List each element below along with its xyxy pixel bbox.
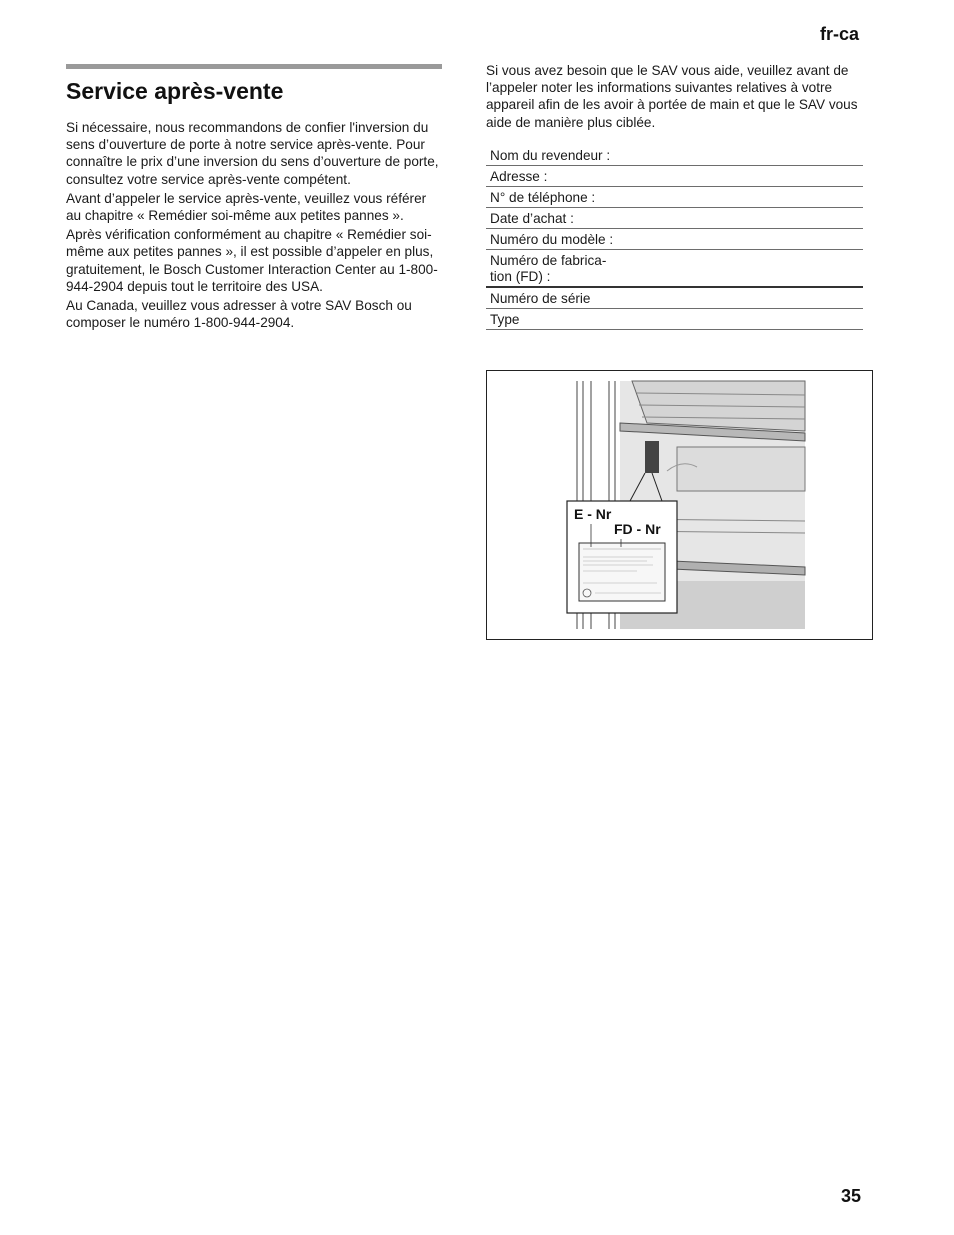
field-serial-number: Numéro de série: [486, 287, 863, 309]
fridge-interior-drawing: [487, 371, 872, 639]
title-rule: [66, 64, 442, 69]
fd-nr-label: FD - Nr: [614, 521, 661, 537]
type-plate-drawing: [579, 543, 665, 601]
language-tag: fr-ca: [820, 24, 860, 44]
paragraph-usa-contact: Après vérification conformément au chapitre « Remédier soi-même aux petites pannes », il est possible d’appeler en plus, gratuitement, le Bosch Customer Interaction Center au 1-800-944-2904 depuis tout le territoire des USA.: [66, 227, 438, 294]
field-purchase-date: Date d’achat :: [486, 207, 863, 228]
section-title: Service après-vente: [66, 78, 284, 104]
field-dealer-name: Nom du revendeur :: [486, 145, 863, 166]
field-phone: N° de téléphone :: [486, 186, 863, 207]
field-model-number: Numéro du modèle :: [486, 228, 863, 249]
form-row: [486, 186, 863, 207]
form-row: [486, 145, 863, 166]
form-row: [486, 207, 863, 228]
rating-plate-marker: [645, 441, 659, 473]
form-row: [486, 287, 863, 309]
intro-paragraph: Si vous avez besoin que le SAV vous aide, veuillez avant de l’appeler noter les informations suivantes relatives à votre appareil afin de les avoir à portée de main et que le SAV vous aide de manière plus ciblée.: [486, 63, 858, 130]
field-type: Type: [486, 308, 863, 329]
form-row: [486, 249, 863, 287]
paragraph-before-calling: Avant d’appeler le service après-vente, veuillez vous référer au chapitre « Remédier soi-même aux petites pannes ».: [66, 190, 427, 224]
appliance-info-form: [486, 145, 863, 330]
form-row: [486, 165, 863, 186]
service-info-section: [486, 62, 863, 330]
paragraph-door-reversal: Si nécessaire, nous recommandons de confier l'inversion du sens d’ouverture de porte à notre service après-vente. Pour connaître le prix d’une inversion du sens d’ouverture de porte, consultez votre service après-vente compétent.: [66, 120, 439, 187]
page-number: 35: [841, 1186, 862, 1206]
field-address: Adresse :: [486, 165, 863, 186]
service-section: [66, 64, 442, 333]
field-fd-number: Numéro de fabrica- tion (FD) :: [486, 249, 863, 287]
paragraph-canada-contact: Au Canada, veuillez vous adresser à votre SAV Bosch ou composer le numéro 1-800-944-2904.: [66, 298, 412, 331]
rating-plate-illustration: [486, 370, 873, 640]
form-row: [486, 308, 863, 329]
form-row: [486, 228, 863, 249]
e-nr-label: E - Nr: [574, 506, 612, 522]
